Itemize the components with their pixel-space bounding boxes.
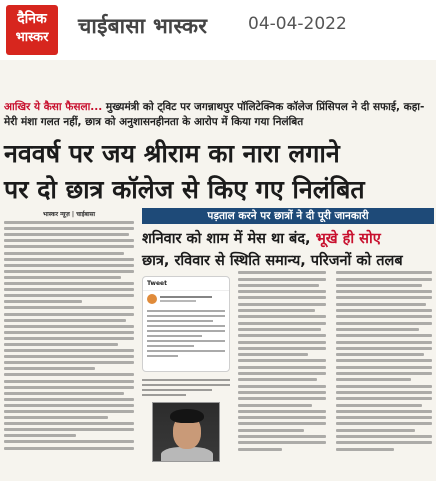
subhead-part-2: छात्र, रविवार से स्थिति समान्य, परिजनों को तलब (142, 253, 403, 269)
byline: भास्कर न्यूज़ | चाईबासा (42, 211, 96, 218)
dainik-bhaskar-logo (6, 5, 58, 55)
subhead-part-1: शनिवार को शाम में मेस था बंद, (142, 231, 316, 247)
avatar (147, 294, 157, 304)
body-text-left (4, 221, 134, 449)
edition-title: चाईबासा भास्कर (78, 14, 208, 38)
headline-line-2: पर दो छात्र कॉलेज से किए गए निलंबित (4, 175, 365, 204)
investigation-subheadline (142, 228, 434, 272)
subhead-red-text: भूखे ही सोए (315, 231, 381, 247)
body-column-middle (238, 268, 326, 474)
article-summary-text: मुख्यमंत्री को ट्विट पर जगन्नाथपुर पॉलिटेक्निक कॉलेज प्रिंसिपल ने दी सफाई, कहा-मेरी मंशा गलत नहीं, छात्र को अनुशासनहीनता के आरोप में किया गया निलंबित (4, 101, 425, 128)
headline-line-1: नववर्ष पर जय श्रीराम का नारा लगाने (4, 139, 340, 168)
body-column-right (336, 268, 432, 474)
masthead (0, 0, 436, 60)
logo-line-2: भास्कर (15, 30, 49, 45)
tweet-author (143, 291, 229, 307)
tweet-screenshot (142, 276, 230, 372)
article-headline (4, 136, 434, 208)
tweet-header: Tweet (143, 277, 229, 291)
tweet-caption (142, 376, 230, 400)
article-kicker: आखिर ये कैसा फैसला... (4, 101, 103, 113)
tweet-text (143, 310, 229, 357)
edition-date: 04-04-2022 (248, 14, 347, 34)
investigation-banner: पड़ताल करने पर छात्रों ने दी पूरी जानकारी (142, 208, 434, 224)
body-column-left (4, 210, 134, 478)
logo-line-1: दैनिक (17, 11, 47, 27)
article-summary (4, 100, 432, 130)
student-photo (152, 402, 220, 462)
